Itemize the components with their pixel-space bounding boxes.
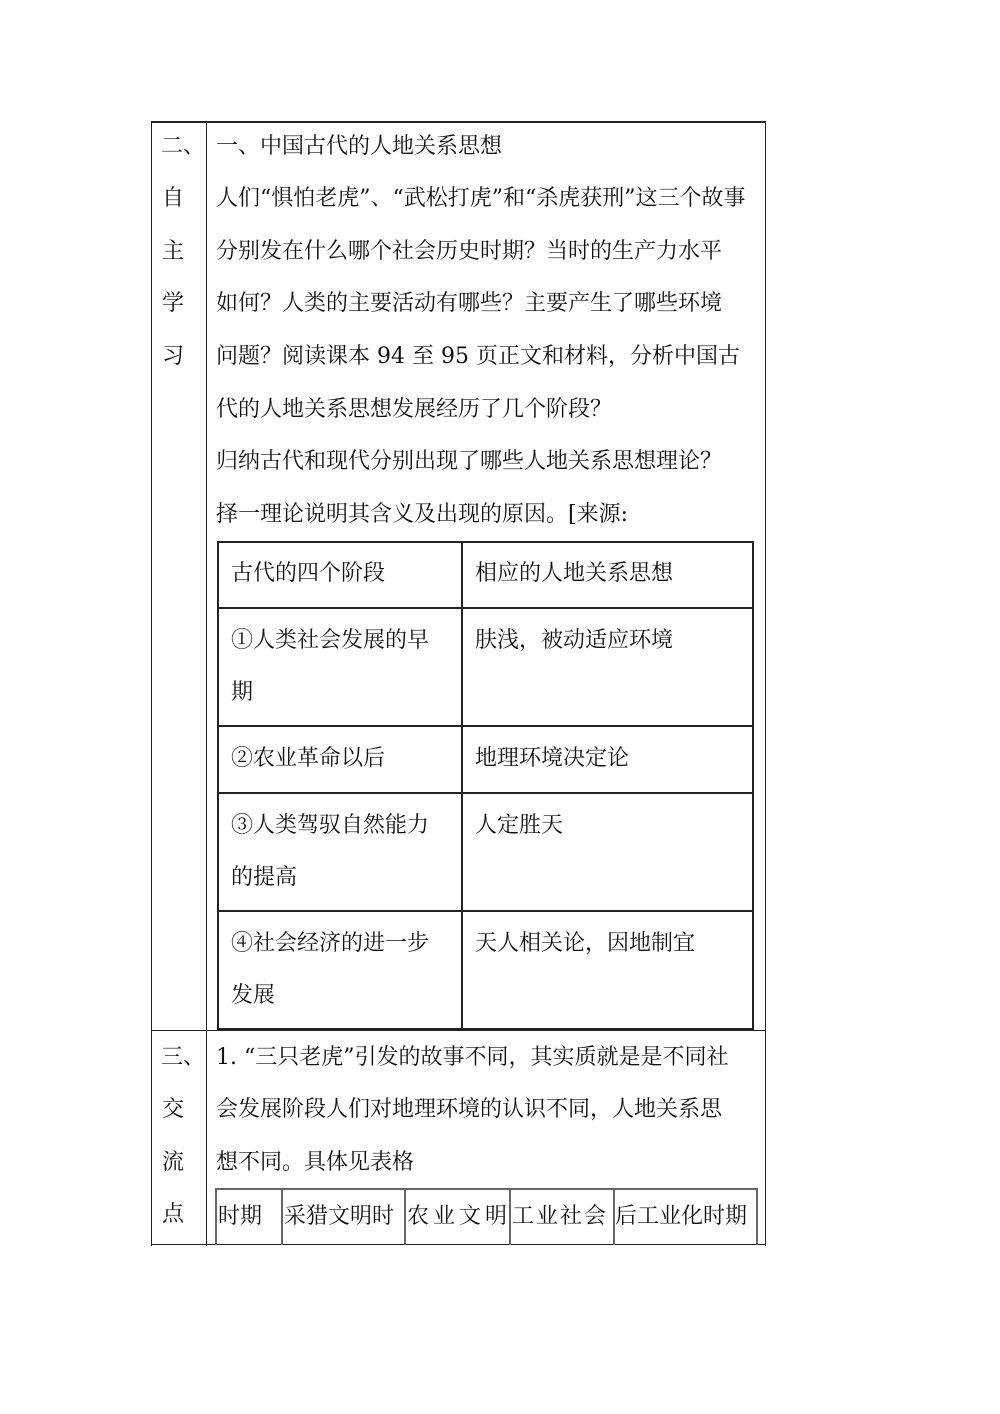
stage-cell: ②农业革命以后	[231, 746, 386, 771]
outer-border-bottom	[151, 1244, 766, 1245]
outer-border-top	[151, 121, 766, 123]
section2-label: 主	[162, 239, 185, 264]
thought-cell: 肤浅，被动适应环境	[475, 628, 674, 653]
section2-label: 习	[162, 344, 185, 369]
stage-table-border	[752, 541, 754, 1030]
section2-text-line: 如何？人类的主要活动有哪些？主要产生了哪些环境	[216, 291, 723, 316]
section3-text-line: 想不同。具体见表格	[216, 1150, 415, 1175]
period-table-border	[756, 1188, 758, 1245]
outer-border-left	[151, 121, 152, 1246]
period-table-border	[404, 1188, 406, 1245]
period-header: 工业社会	[512, 1204, 609, 1229]
thought-cell: 地理环境决定论	[475, 746, 630, 771]
section2-text-line: 择一理论说明其含义及出现的原因。[来源:	[216, 502, 628, 527]
section2-text-line: 人们“惧怕老虎”、“武松打虎”和“杀虎获刑”这三个故事	[216, 186, 746, 211]
stage-table-border	[217, 725, 754, 727]
outer-row-divider	[151, 1030, 766, 1031]
outer-column-divider	[206, 121, 207, 1246]
section3-label: 交	[162, 1097, 185, 1122]
section3-text-line: 1. “三只老虎”引发的故事不同，其实质就是是不同社	[216, 1045, 729, 1070]
section3-label: 点	[162, 1202, 185, 1227]
section2-text-line: 代的人地关系思想发展经历了几个阶段？	[216, 397, 613, 422]
section2-text-line: 分别发在什么哪个社会历史时期？当时的生产力水平	[216, 239, 723, 264]
period-header: 采猎文明时	[284, 1204, 395, 1229]
period-header: 时期	[218, 1204, 263, 1229]
stage-table-border	[217, 792, 754, 794]
stage-table-border	[217, 541, 219, 1030]
stage-cell: 的提高	[231, 865, 298, 890]
stage-cell: ④社会经济的进一步	[231, 931, 430, 956]
period-table-border	[215, 1188, 758, 1190]
stage-table-border	[217, 910, 754, 912]
section2-heading: 一、中国古代的人地关系思想	[216, 134, 503, 159]
stage-table-border	[217, 607, 754, 609]
stage-cell: 发展	[231, 983, 276, 1008]
section2-text-line: 归纳古代和现代分别出现了哪些人地关系思想理论？	[216, 449, 723, 474]
section2-text-line: 问题？阅读课本 94 至 95 页正文和材料，分析中国古	[216, 344, 740, 369]
stage-table-header: 古代的四个阶段	[231, 561, 386, 586]
section3-label: 三、	[161, 1045, 206, 1070]
thought-cell: 天人相关论，因地制宜	[475, 931, 696, 956]
period-header: 农业文明	[407, 1204, 512, 1229]
section3-text-line: 会发展阶段人们对地理环境的认识不同，人地关系思	[216, 1097, 723, 1122]
stage-table-border	[461, 541, 463, 1030]
outer-border-right	[765, 121, 766, 1246]
stage-table-border	[217, 1028, 754, 1030]
period-table-border	[281, 1188, 283, 1245]
stage-cell: ①人类社会发展的早	[231, 628, 430, 653]
stage-cell: 期	[231, 680, 254, 705]
thought-cell: 人定胜天	[475, 813, 564, 838]
stage-cell: ③人类驾驭自然能力	[231, 813, 430, 838]
period-table-border	[215, 1188, 217, 1245]
section2-label: 二、	[161, 134, 206, 159]
period-header: 后工业化时期	[615, 1204, 748, 1229]
section2-label: 自	[162, 186, 185, 211]
stage-table-header: 相应的人地关系思想	[475, 561, 674, 586]
stage-table-border	[217, 541, 754, 543]
section2-label: 学	[162, 291, 185, 316]
section3-label: 流	[162, 1150, 185, 1175]
